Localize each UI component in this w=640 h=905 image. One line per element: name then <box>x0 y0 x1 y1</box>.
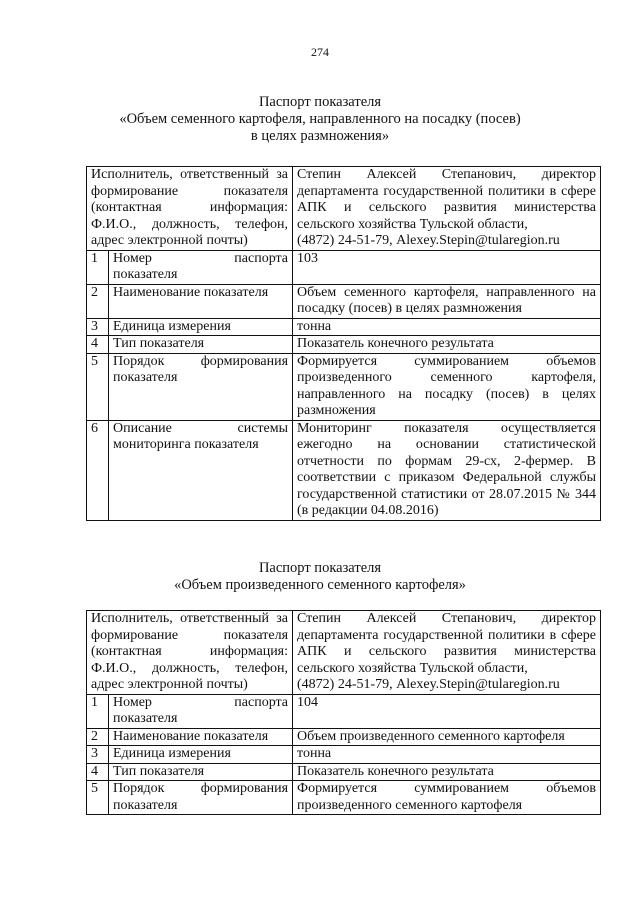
executor-label: Исполнитель, ответственный за формирование показателя (контактная информация: Ф.И.О., должность, телефон, адрес электронной почты) <box>87 167 293 251</box>
executor-contacts: (4872) 24-51-79, Alexey.Stepin@tularegion.ru <box>297 677 560 692</box>
executor-row <box>87 167 601 251</box>
row-label: Единица измерения <box>109 318 293 336</box>
row-value: Показатель конечного результата <box>293 336 601 354</box>
row-number: 1 <box>87 250 109 284</box>
row-value: Формируется суммированием объемов произведенного семенного картофеля <box>293 781 601 815</box>
executor-value <box>293 167 601 251</box>
executor-name-position: Степин Алексей Степанович, директор департамента государственной политики в сфере АПК и сельского развития министерства сельского хозяйства Тульской области, <box>297 611 596 676</box>
page-number: 274 <box>311 45 329 59</box>
table-row <box>87 728 601 746</box>
table-row <box>87 336 601 354</box>
row-number: 2 <box>87 284 109 318</box>
table-row <box>87 694 601 728</box>
row-label: Порядок формирования показателя <box>109 353 293 420</box>
row-number: 6 <box>87 420 109 520</box>
row-label: Порядок формирования показателя <box>109 781 293 815</box>
executor-value <box>293 611 601 695</box>
row-label: Наименование показателя <box>109 728 293 746</box>
row-value: Объем семенного картофеля, направленного на посадку (посев) в целях размножения <box>293 284 601 318</box>
row-label: Номер паспорта показателя <box>109 694 293 728</box>
passport-2-table <box>86 610 601 815</box>
table-row <box>87 420 601 520</box>
row-value: Показатель конечного результата <box>293 763 601 781</box>
row-label: Тип показателя <box>109 336 293 354</box>
executor-row <box>87 611 601 695</box>
row-label: Номер паспорта показателя <box>109 250 293 284</box>
table-row <box>87 763 601 781</box>
row-value: Объем произведенного семенного картофеля <box>293 728 601 746</box>
row-value: 104 <box>293 694 601 728</box>
row-label: Единица измерения <box>109 746 293 764</box>
row-value: Формируется суммированием объемов произведенного семенного картофеля, направленного на посадку (посев) в целях размножения <box>293 353 601 420</box>
passport-1-title <box>0 94 640 145</box>
row-label: Тип показателя <box>109 763 293 781</box>
row-number: 4 <box>87 336 109 354</box>
table-row <box>87 250 601 284</box>
row-number: 3 <box>87 746 109 764</box>
row-value: Мониторинг показателя осуществляется ежегодно на основании статистической отчетности по формам 29-сх, 2-фермер. В соответствии с приказом Федеральной службы государственной статистики от 28.07.2015 № 344 (в редакции 04.08.2016) <box>293 420 601 520</box>
table-row <box>87 353 601 420</box>
table-row <box>87 284 601 318</box>
row-number: 5 <box>87 353 109 420</box>
executor-contacts: (4872) 24-51-79, Alexey.Stepin@tularegion.ru <box>297 233 560 248</box>
passport-2-title <box>0 560 640 594</box>
table-row <box>87 746 601 764</box>
row-number: 2 <box>87 728 109 746</box>
passport-2-title-line-2: «Объем произведенного семенного картофеля» <box>174 577 466 593</box>
passport-1-title-line-2: «Объем семенного картофеля, направленного на посадку (посев) <box>119 111 521 127</box>
table-row <box>87 781 601 815</box>
row-value: 103 <box>293 250 601 284</box>
row-label: Наименование показателя <box>109 284 293 318</box>
executor-name-position: Степин Алексей Степанович, директор департамента государственной политики в сфере АПК и сельского развития министерства сельского хозяйства Тульской области, <box>297 167 596 232</box>
row-value: тонна <box>293 746 601 764</box>
passport-2-title-line-1: Паспорт показателя <box>258 560 382 576</box>
table-row <box>87 318 601 336</box>
row-number: 4 <box>87 763 109 781</box>
row-number: 3 <box>87 318 109 336</box>
executor-label: Исполнитель, ответственный за формирование показателя (контактная информация: Ф.И.О., должность, телефон, адрес электронной почты) <box>87 611 293 695</box>
passport-1-title-line-3: в целях размножения» <box>250 128 390 144</box>
row-number: 1 <box>87 694 109 728</box>
passport-1-table <box>86 166 601 521</box>
passport-1-title-line-1: Паспорт показателя <box>258 94 382 110</box>
row-value: тонна <box>293 318 601 336</box>
row-label: Описание системы мониторинга показателя <box>109 420 293 520</box>
row-number: 5 <box>87 781 109 815</box>
